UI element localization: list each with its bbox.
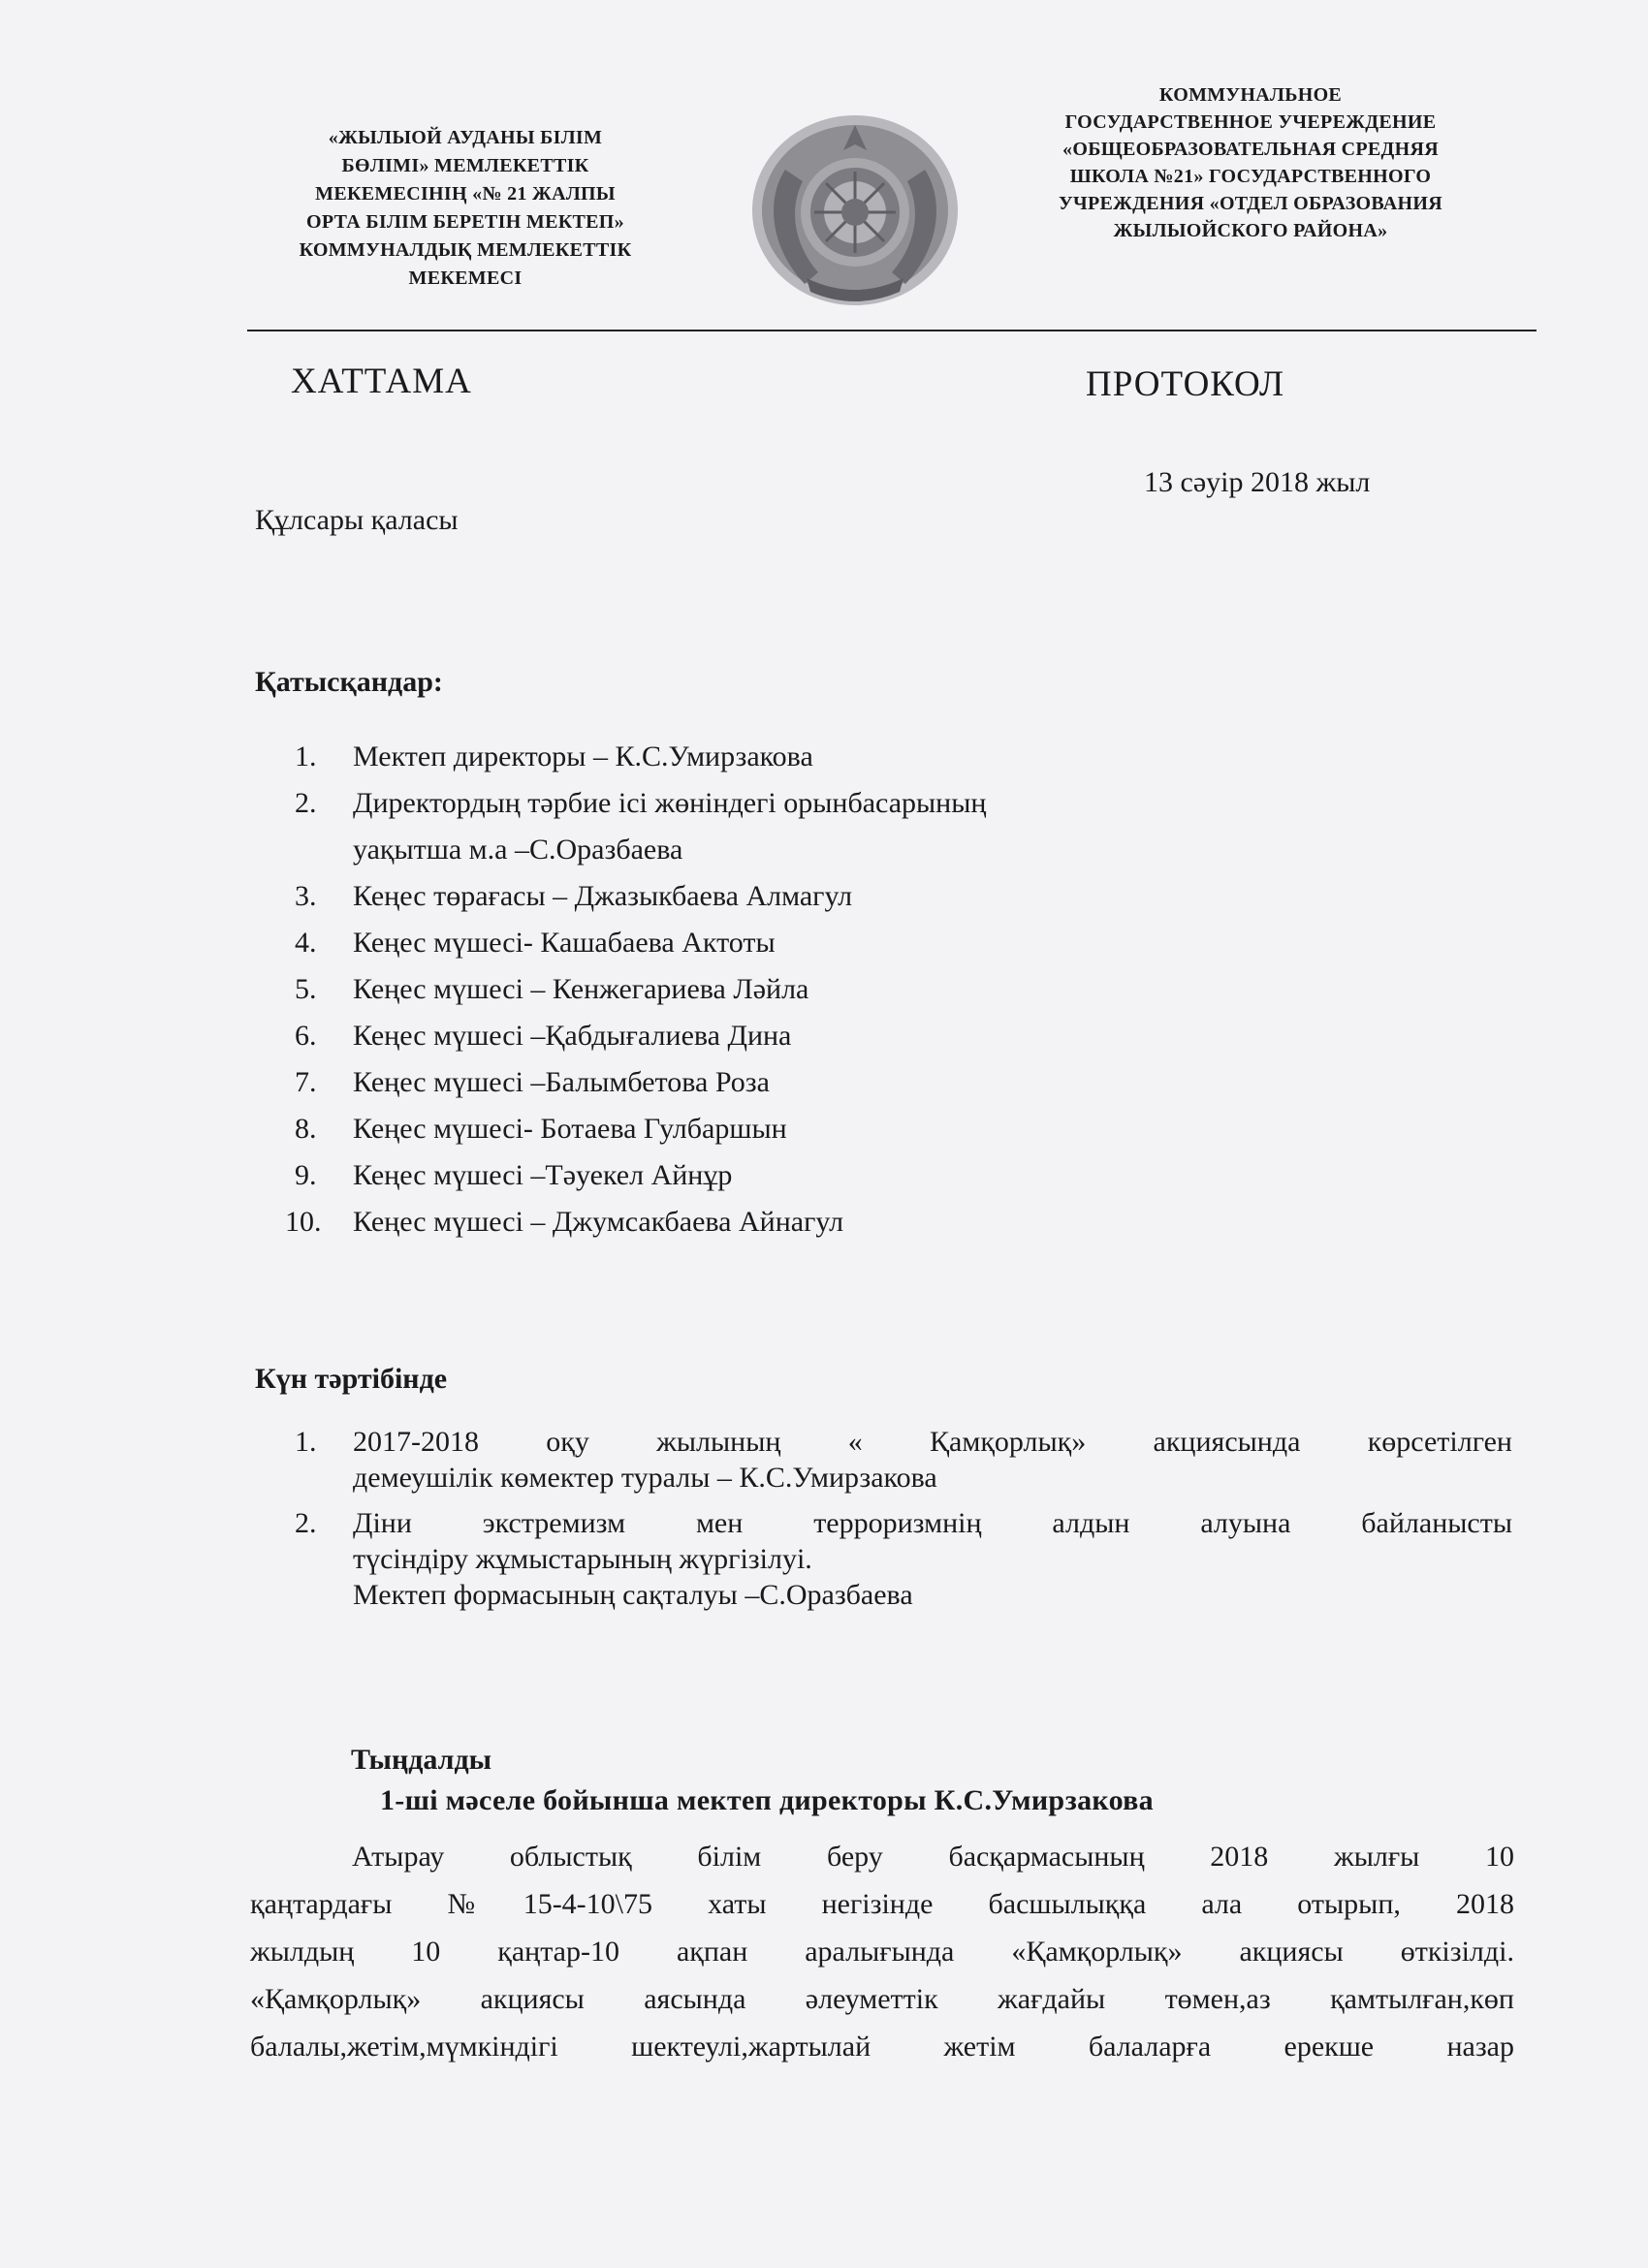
heard-label: Тыңдалды <box>351 1744 492 1776</box>
agenda-heading: Күн тәртібінде <box>255 1363 448 1395</box>
item-text: Кеңес мүшесі- Кашабаева Актоты <box>353 927 776 959</box>
paragraph-line: балалы,жетім,мүмкіндігі шектеулі,жартылай жетім балаларға ерекше назар <box>250 2031 1514 2063</box>
title-kazakh: ХАТТАМА <box>291 362 472 401</box>
item-text: Діни экстремизм мен терроризмнің алдын алуына байланысты <box>353 1507 1512 1539</box>
document-city: Құлсары қаласы <box>255 504 459 536</box>
item-number: 7. <box>295 1066 317 1098</box>
header-left-line: «ЖЫЛЫОЙ АУДАНЫ БІЛІМ <box>328 127 603 148</box>
attendees-heading: Қатысқандар: <box>255 666 443 698</box>
item-text: Кеңес мүшесі –Тәуекел Айнұр <box>353 1159 733 1191</box>
header-left-line: МЕКЕМЕСІ <box>408 268 523 289</box>
header-right-line: КОММУНАЛЬНОЕ <box>1158 84 1343 106</box>
item-number: 6. <box>295 1020 317 1052</box>
list-item <box>295 734 986 780</box>
body-paragraph <box>250 1833 1514 2070</box>
item-number: 1. <box>295 740 317 772</box>
header-left-line: ОРТА БІЛІМ БЕРЕТІН МЕКТЕП» <box>306 211 624 233</box>
item-text: Кеңес мүшесі – Джумсакбаева Айнагул <box>353 1206 844 1238</box>
item-text: Кеңес мүшесі – Кенжегариева Ләйла <box>353 973 809 1005</box>
document-date: 13 сәуір 2018 жыл <box>1144 466 1371 498</box>
paragraph-line: жылдың 10 қаңтар-10 ақпан аралығында «Қамқорлық» акциясы өткізілді. <box>250 1936 1514 1968</box>
header-right-line: «ОБЩЕОБРАЗОВАТЕЛЬНАЯ СРЕДНЯЯ <box>1062 139 1439 160</box>
list-item <box>295 873 986 920</box>
list-item <box>295 1424 1512 1496</box>
item-number: 2. <box>295 787 317 819</box>
item-text: 2017-2018 оқу жылының « Қамқорлық» акциясында көрсетілген <box>353 1426 1512 1458</box>
list-item <box>295 1106 986 1152</box>
title-russian: ПРОТОКОЛ <box>1086 364 1285 404</box>
item-text: Кеңес мүшесі –Балымбетова Роза <box>353 1066 770 1098</box>
list-item <box>295 966 986 1013</box>
item-text: Мектеп формасының сақталуы –С.Оразбаева <box>353 1579 913 1611</box>
item-number: 4. <box>295 927 317 959</box>
header-left-line: КОММУНАЛДЫҚ МЕМЛЕКЕТТІК <box>299 239 632 261</box>
item-number: 8. <box>295 1113 317 1145</box>
header-right-line: ЖЫЛЫОЙСКОГО РАЙОНА» <box>1113 220 1388 241</box>
list-item <box>295 1505 1512 1613</box>
item-number: 3. <box>295 880 317 912</box>
list-item <box>295 1152 986 1199</box>
item-text: Кеңес мүшесі –Қабдығалиева Дина <box>353 1020 792 1052</box>
item-text-continuation: уақытша м.а –С.Оразбаева <box>353 834 683 866</box>
state-emblem-icon <box>746 111 965 315</box>
paragraph-line: «Қамқорлық» акциясы аясында әлеуметтік жағдайы төмен,аз қамтылған,көп <box>250 1983 1514 2015</box>
header-right-line: ГОСУДАРСТВЕННОЕ УЧЕРЕЖДЕНИЕ <box>1064 111 1437 133</box>
item-number: 9. <box>295 1159 317 1191</box>
issue-line: 1-ші мәселе бойынша мектеп директоры К.С.Умирзакова <box>380 1784 1154 1816</box>
paragraph-line: Атырау облыстық білім беру басқармасының 2018 жылғы 10 <box>352 1841 1514 1873</box>
header-right-line: ШКОЛА №21» ГОСУДАРСТВЕННОГО <box>1069 166 1432 187</box>
item-text: демеушілік көмектер туралы – К.С.Умирзакова <box>353 1462 937 1494</box>
header-right-line: УЧРЕЖДЕНИЯ «ОТДЕЛ ОБРАЗОВАНИЯ <box>1059 193 1442 214</box>
item-text: Кеңес төрағасы – Джазыкбаева Алмагул <box>353 880 853 912</box>
list-item <box>295 920 986 966</box>
item-number: 5. <box>295 973 317 1005</box>
item-text: түсіндіру жұмыстарының жүргізілуі. <box>353 1543 812 1575</box>
header-right-russian <box>998 81 1503 244</box>
item-number: 1. <box>295 1426 317 1458</box>
agenda-list <box>295 1424 1512 1622</box>
header-divider <box>247 330 1537 331</box>
item-number: 2. <box>295 1507 317 1539</box>
item-text: Кеңес мүшесі- Ботаева Гулбаршын <box>353 1113 787 1145</box>
attendees-list <box>285 734 987 1245</box>
paragraph-line: қаңтардағы №15-4-10\75 хаты негізінде басшылыққа ала отырып, 2018 <box>250 1888 1514 1920</box>
item-text: Мектеп директоры – К.С.Умирзакова <box>353 740 813 772</box>
item-text: Директордың тәрбие ісі жөніндегі орынбасарының <box>353 787 987 819</box>
list-item <box>295 1059 986 1106</box>
header-left-kazakh <box>252 124 679 293</box>
list-item <box>295 1013 986 1059</box>
list-item <box>295 780 986 873</box>
list-item <box>285 1199 986 1245</box>
item-number: 10. <box>285 1206 322 1238</box>
header-left-line: БӨЛІМІ» МЕМЛЕКЕТТІК <box>341 155 589 176</box>
header-left-line: МЕКЕМЕСІНІҢ «№ 21 ЖАЛПЫ <box>315 183 616 205</box>
